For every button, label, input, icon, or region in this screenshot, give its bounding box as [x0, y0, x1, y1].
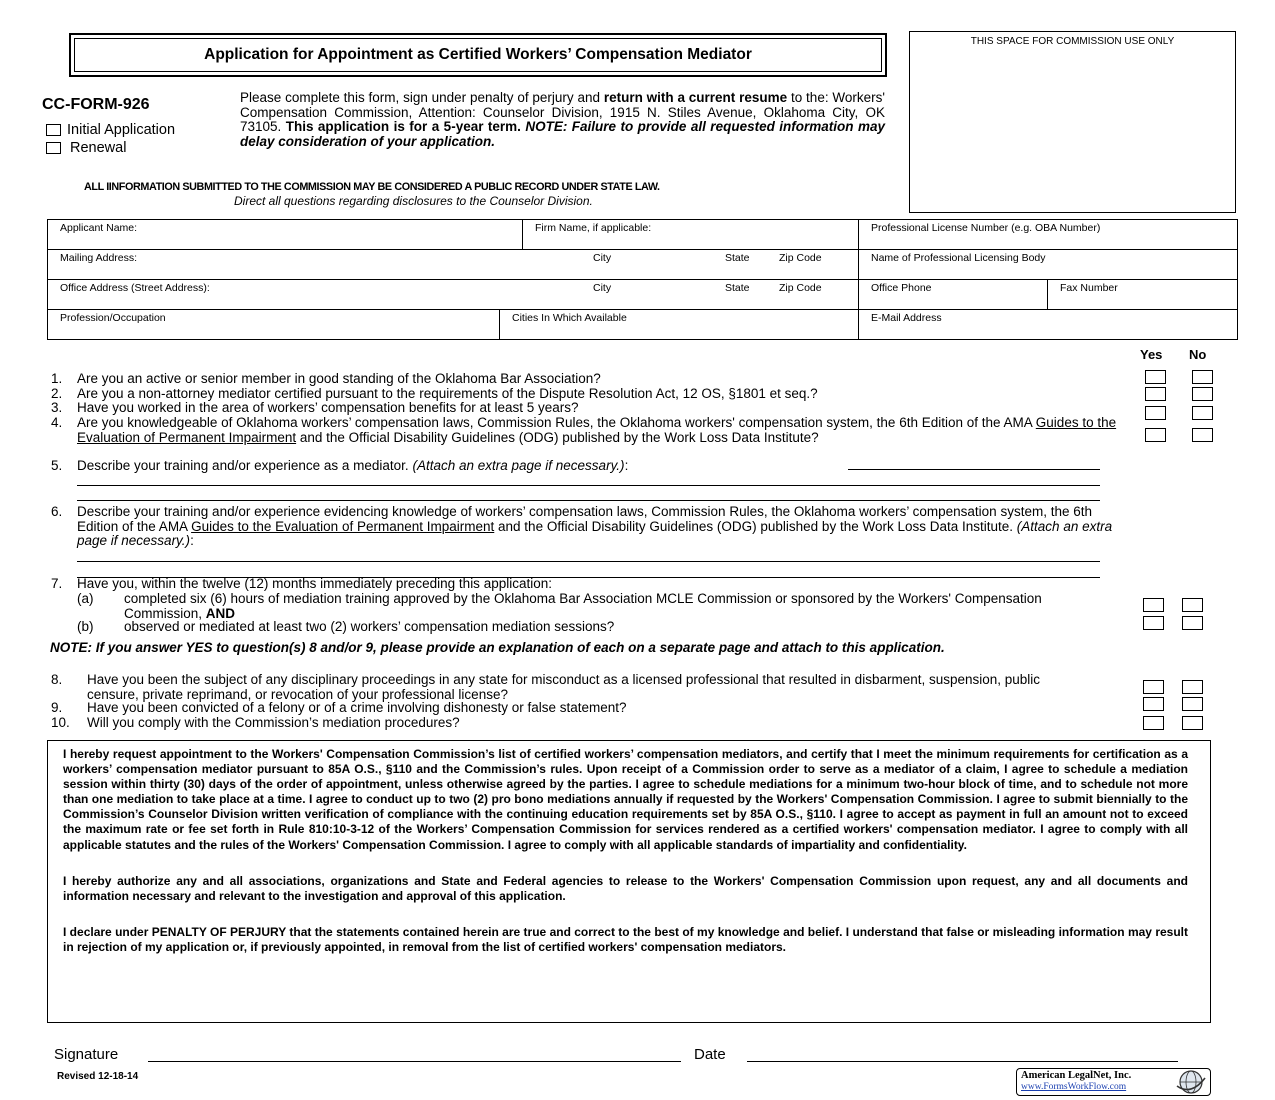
- q6-attach-note: (Attach an extra page if necessary.): [77, 518, 1113, 549]
- cities-available-label: Cities In Which Available: [512, 312, 627, 324]
- office-state-label: State: [725, 282, 750, 294]
- q5-number: 5.: [51, 458, 63, 473]
- q4-number: 4.: [51, 415, 63, 430]
- q2-no-checkbox[interactable]: [1192, 387, 1213, 401]
- instructions-text-1: Please complete this form, sign under penalty of perjury and: [240, 90, 601, 105]
- no-header: No: [1189, 347, 1207, 362]
- q10-yes-checkbox[interactable]: [1143, 716, 1164, 730]
- office-address-label: Office Address (Street Address):: [60, 282, 210, 294]
- q6-text-a: Describe your training and/or experience evidencing knowledge of workers’ compensation laws, Commission Rules, the Oklahoma workers’ compensation system, the 6th Edition of the AMA: [77, 504, 1092, 534]
- q3-text: Have you worked in the area of workers’ compensation benefits for at least 5 years?: [77, 400, 579, 415]
- mailing-state-label: State: [725, 252, 750, 264]
- q6-answer-line-1[interactable]: [77, 549, 1100, 562]
- q7b-no-checkbox[interactable]: [1182, 616, 1203, 630]
- q10-number: 10.: [51, 715, 70, 730]
- direct-questions-notice: Direct all questions regarding disclosures to the Counselor Division.: [234, 194, 593, 208]
- q6-text-b: and the Official Disability Guidelines (ODG) published by the Work Loss Data Institute.: [498, 518, 1014, 534]
- fax-number-label: Fax Number: [1060, 282, 1118, 294]
- instructions-text-2: to the: Workers' Compensation Commission, Attention: Counselor Division, 1915 N. Stiles Avenue, Oklahoma City, OK 73105.: [240, 90, 885, 135]
- q6-colon: :: [190, 533, 194, 549]
- q4-guides-title: Guides to the Evaluation of Permanent Impairment: [77, 415, 1117, 445]
- instructions-bold-1: return with a current resume: [603, 90, 788, 105]
- office-address-field[interactable]: [48, 280, 859, 310]
- licensing-body-field[interactable]: [859, 250, 1237, 280]
- q4-yes-checkbox[interactable]: [1145, 428, 1166, 442]
- publisher-name: American LegalNet, Inc.: [1021, 1070, 1132, 1081]
- certification-paragraph-1: I hereby request appointment to the Workers' Compensation Commission’s list of certified workers’ compensation mediators, and certify that I meet the minimum requirements for certification as a workers’ compensation mediator pursuant to 85A O.S., §110 and the Commission’s rules. Upon receipt of a Commission order to serve as a mediator of a claim, I agree to schedule a mediation session within thirty (30) days of the order of appointment, unless otherwise agreed by the parties. I agree to schedule mediations for a minimum two-hour block of time, and to schedule not more than one mediation to take place at a time. I agree to conduct up to two (2) pro bono mediations annually if requested by the Workers' Compensation Commission. I agree to submit biennially to the Commission’s Counselor Division written verification of compliance with the continuing education requirements set by 85A O.S., §110. I agree to accept as payment in full an amount not to exceed the maximum rate or fee set forth in Rule 810:10-3-12 of the Workers’ Compensation Commission for services rendered as a certified workers' compensation mediator. I agree to comply with all applicable statutes and the rules of the Workers' Compensation Commission. I agree to comply with all applicable standards of impartiality and confidentiality.: [63, 747, 1188, 852]
- form-title-frame: [69, 33, 887, 77]
- renewal-label: Renewal: [70, 140, 127, 156]
- q7-text: Have you, within the twelve (12) months immediately preceding this application:: [77, 576, 552, 591]
- q5-colon: :: [624, 458, 629, 473]
- q6-text: [77, 505, 1122, 549]
- email-field[interactable]: [859, 310, 1237, 339]
- q5-text-main: Describe your training and/or experience as a mediator.: [77, 458, 409, 473]
- office-zip-label: Zip Code: [779, 282, 822, 294]
- q3-yes-checkbox[interactable]: [1145, 406, 1166, 420]
- q7a-and: AND: [205, 605, 236, 621]
- q2-text: Are you a non-attorney mediator certified pursuant to the requirements of the Dispute Resolution Act, 12 OS, §1801 et seq.?: [77, 386, 818, 401]
- q7a-yes-checkbox[interactable]: [1143, 598, 1164, 612]
- certification-paragraph-2: I hereby authorize any and all associations, organizations and State and Federal agencies to release to the Workers' Compensation Commission upon request, any and all documents and information necessary and relevant to the investigation and approval of this application.: [63, 873, 1188, 903]
- q1-text: Are you an active or senior member in good standing of the Oklahoma Bar Association?: [77, 371, 601, 386]
- q8-text: Have you been the subject of any disciplinary proceedings in any state for misconduct as a licensed professional that resulted in disbarment, suspension, public censure, private reprimand, or revocation of your professional license?: [87, 672, 1041, 702]
- q8-q9-note: NOTE: If you answer YES to question(s) 8 and/or 9, please provide an explanation of each on a separate page and attach to this application.: [50, 640, 945, 655]
- q8-yes-checkbox[interactable]: [1143, 680, 1164, 694]
- q10-no-checkbox[interactable]: [1182, 716, 1203, 730]
- q9-yes-checkbox[interactable]: [1143, 697, 1164, 711]
- applicant-name-label: Applicant Name:: [60, 222, 138, 234]
- instructions: [240, 91, 885, 149]
- mailing-address-label: Mailing Address:: [60, 252, 138, 264]
- office-city-label: City: [593, 282, 612, 294]
- q8-no-checkbox[interactable]: [1182, 680, 1203, 694]
- q7a-text: [124, 592, 1059, 621]
- instructions-note: NOTE: Failure to provide all requested information may delay consideration of your application.: [240, 119, 885, 149]
- mailing-address-field[interactable]: [48, 250, 859, 280]
- initial-application-label: Initial Application: [67, 122, 176, 138]
- revised-date: Revised 12-18-14: [57, 1071, 139, 1082]
- initial-application-option[interactable]: [46, 122, 175, 138]
- q7a-text-main: completed six (6) hours of mediation training approved by the Oklahoma Bar Association MCLE Commission or sponsored by the Workers' Compensation Commission,: [124, 591, 1042, 621]
- q9-number: 9.: [51, 700, 63, 715]
- commission-use-box: [909, 31, 1236, 213]
- yes-header: Yes: [1140, 347, 1163, 362]
- q9-no-checkbox[interactable]: [1182, 697, 1203, 711]
- form-title: Application for Appointment as Certified Workers’ Compensation Mediator: [74, 38, 882, 72]
- q4-text-a: Are you knowledgeable of Oklahoma workers’ compensation laws, Commission Rules, the Oklahoma workers' compensation system, the 6th Edition of the AMA: [77, 415, 1033, 430]
- q3-no-checkbox[interactable]: [1192, 406, 1213, 420]
- q2-number: 2.: [51, 386, 63, 401]
- mailing-city-label: City: [593, 252, 612, 264]
- firm-name-field[interactable]: [523, 220, 859, 250]
- date-line[interactable]: [747, 1046, 1178, 1062]
- q5-answer-line-3[interactable]: [77, 487, 1100, 501]
- renewal-option[interactable]: [46, 140, 126, 156]
- cities-available-field[interactable]: [500, 310, 859, 339]
- signature-label: Signature: [54, 1046, 119, 1063]
- q7a-label: (a): [77, 591, 94, 606]
- profession-label: Profession/Occupation: [60, 312, 166, 324]
- initial-application-checkbox[interactable]: [46, 124, 61, 136]
- q2-yes-checkbox[interactable]: [1145, 387, 1166, 401]
- q7-number: 7.: [51, 576, 63, 591]
- q9-text: Have you been convicted of a felony or of a crime involving dishonesty or false statement?: [87, 700, 627, 715]
- q4-no-checkbox[interactable]: [1192, 428, 1213, 442]
- email-label: E-Mail Address: [871, 312, 942, 324]
- license-number-field[interactable]: [859, 220, 1237, 250]
- applicant-name-field[interactable]: [48, 220, 523, 250]
- q10-text: Will you comply with the Commission’s mediation procedures?: [87, 715, 460, 730]
- public-record-notice: ALL IINFORMATION SUBMITTED TO THE COMMISSION MAY BE CONSIDERED A PUBLIC RECORD UNDER STATE LAW.: [84, 181, 660, 193]
- certification-paragraph-3: I declare under PENALTY OF PERJURY that the statements contained herein are true and correct to the best of my knowledge and belief. I understand that false or misleading information may result in rejection of my application or, if previously appointed, in removal from the list of certified workers' compensation mediators.: [63, 924, 1188, 954]
- firm-name-label: Firm Name, if applicable:: [535, 222, 652, 234]
- q4-text-b: and the Official Disability Guidelines (ODG) published by the Work Loss Data Institute?: [299, 429, 819, 445]
- q1-no-checkbox[interactable]: [1192, 370, 1213, 384]
- applicant-info-grid: [47, 219, 1238, 340]
- fax-number-field[interactable]: [1048, 280, 1237, 310]
- q1-yes-checkbox[interactable]: [1145, 370, 1166, 384]
- q6-guides-title: Guides to the Evaluation of Permanent Impairment: [191, 518, 495, 534]
- publisher-url[interactable]: www.FormsWorkFlow.com: [1021, 1082, 1127, 1092]
- q4-text: [77, 416, 1127, 445]
- q7b-label: (b): [77, 619, 94, 634]
- q7a-no-checkbox[interactable]: [1182, 598, 1203, 612]
- instructions-bold-2: This application is for a 5-year term.: [285, 119, 521, 135]
- q5-answer-line-2[interactable]: [77, 472, 1100, 486]
- profession-field[interactable]: [48, 310, 500, 339]
- q8-number: 8.: [51, 672, 63, 687]
- q5-answer-line-1[interactable]: [848, 457, 1100, 470]
- certification-box: [47, 740, 1211, 1023]
- q7b-text: observed or mediated at least two (2) workers’ compensation mediation sessions?: [124, 619, 615, 634]
- q1-number: 1.: [51, 371, 63, 386]
- date-label: Date: [694, 1046, 726, 1063]
- signature-line[interactable]: [148, 1046, 681, 1062]
- commission-use-label: THIS SPACE FOR COMMISSION USE ONLY: [970, 36, 1175, 47]
- form-number: CC-FORM-926: [42, 96, 150, 113]
- renewal-checkbox[interactable]: [46, 142, 61, 154]
- license-number-label: Professional License Number (e.g. OBA Number): [871, 222, 1101, 234]
- licensing-body-label: Name of Professional Licensing Body: [871, 252, 1046, 264]
- office-phone-field[interactable]: [859, 280, 1048, 310]
- q5-attach-note: (Attach an extra page if necessary.): [412, 458, 625, 473]
- mailing-zip-label: Zip Code: [779, 252, 822, 264]
- globe-icon: [1174, 1069, 1208, 1095]
- q6-number: 6.: [51, 504, 63, 519]
- q3-number: 3.: [51, 400, 63, 415]
- q7b-yes-checkbox[interactable]: [1143, 616, 1164, 630]
- office-phone-label: Office Phone: [871, 282, 932, 294]
